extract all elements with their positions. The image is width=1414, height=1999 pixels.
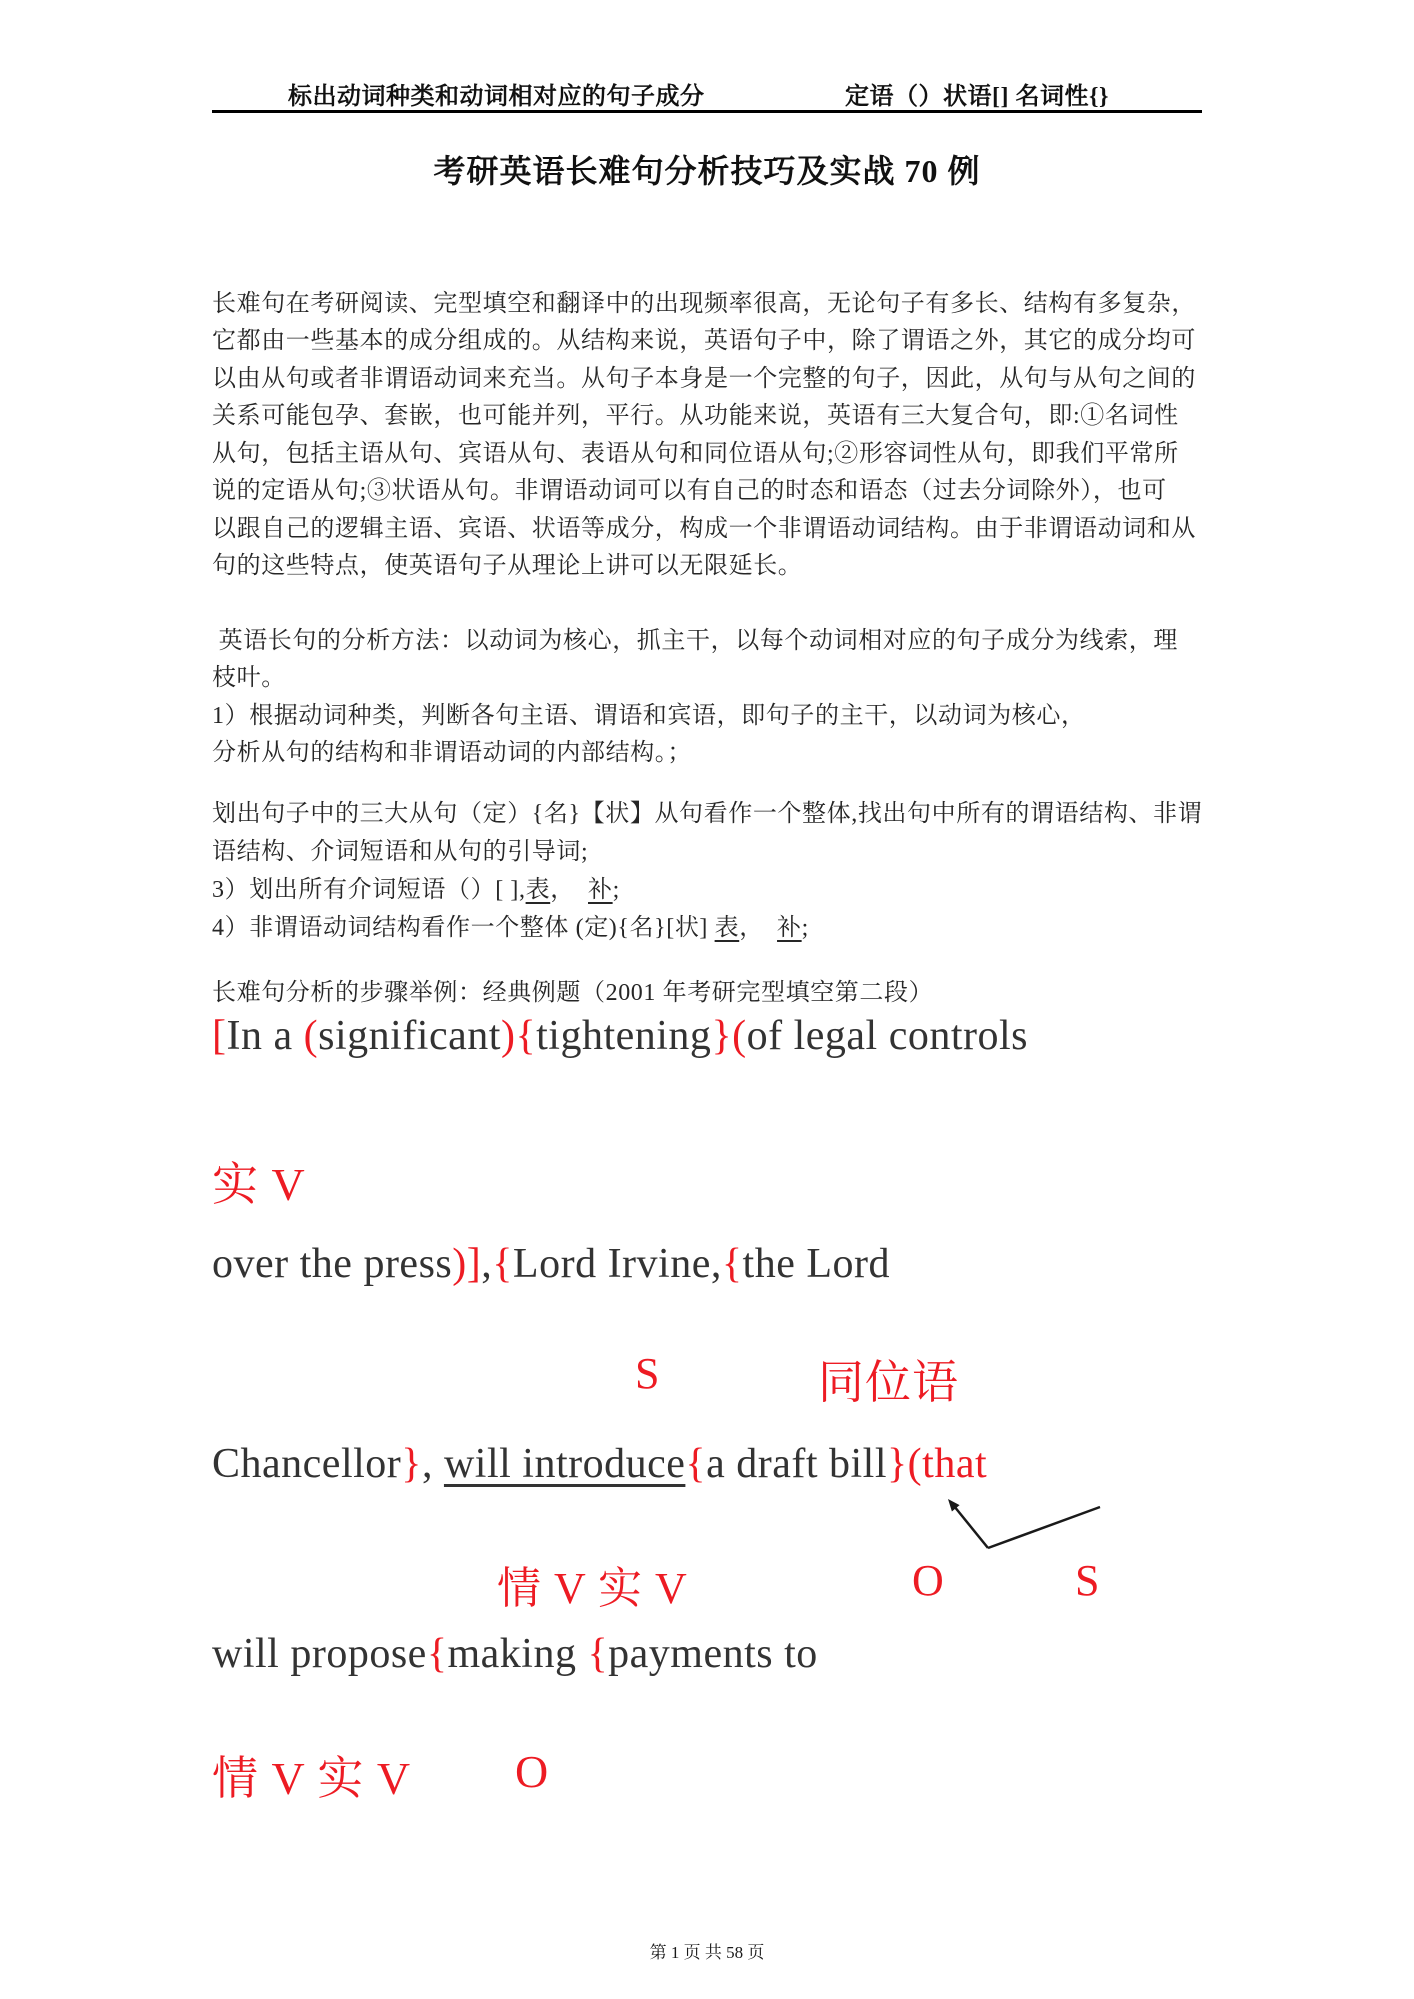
annotation-real-verb: 实 V (212, 1159, 306, 1210)
paragraph-line: 划出句子中的三大从句（定）{名}【状】从句看作一个整体,找出句中所有的谓语结构、非谓 (212, 801, 1203, 827)
sentence-line: over the press)],{Lord Irvine,{the Lord (212, 1241, 890, 1287)
paragraph-line: 从句，包括主语从句、宾语从句、表语从句和同位语从句;②形容词性从句，即我们平常所 (212, 441, 1179, 467)
paragraph-line: 句的这些特点，使英语句子从理论上讲可以无限延长。 (212, 553, 803, 579)
paragraph-line: 3）划出所有介词短语（）[ ],表， 补; (212, 877, 620, 903)
annotation-object: O (912, 1556, 945, 1605)
sentence-line: [In a (significant){tightening}(of legal controls (212, 1013, 1029, 1059)
annotation-modal-real-verb: 情 V 实 V (497, 1564, 688, 1613)
paragraph-line: 关系可能包孕、套嵌，也可能并列，平行。从功能来说，英语有三大复合句，即:①名词性 (212, 403, 1179, 429)
sentence-line: will propose{making {payments to (212, 1631, 818, 1677)
paragraph-line: 长难句在考研阅读、完型填空和翻译中的出现频率很高，无论句子有多长、结构有多复杂， (212, 291, 1196, 317)
sentence-line: Chancellor}, will introduce{a draft bill}(that (212, 1441, 988, 1487)
page-title: 考研英语长难句分析技巧及实战 70 例 (433, 153, 981, 189)
paragraph-line: 英语长句的分析方法：以动词为核心，抓主干，以每个动词相对应的句子成分为线索，理 (212, 628, 1178, 654)
annotation-apposition: 同位语 (818, 1357, 959, 1408)
annotation-modal-real-verb: 情 V 实 V (212, 1753, 412, 1804)
annotation-subject: S (635, 1349, 661, 1398)
paragraph-line: 枝叶。 (212, 665, 286, 691)
header-left-label: 标出动词种类和动词相对应的句子成分 (288, 84, 705, 110)
paragraph-line: 语结构、介词短语和从句的引导词; (212, 839, 589, 865)
paragraph-line: 说的定语从句;③状语从句。非谓语动词可以有自己的时态和语态（过去分词除外），也可 (212, 478, 1167, 504)
page-number: 第 1 页 共 58 页 (649, 1943, 765, 1962)
header-right-label: 定语（）状语[] 名词性{} (845, 84, 1109, 110)
paragraph-line: 它都由一些基本的成分组成的。从结构来说，英语句子中，除了谓语之外，其它的成分均可 (212, 328, 1196, 354)
header-divider (212, 110, 1202, 113)
paragraph-line: 分析从句的结构和非谓语动词的内部结构。； (212, 740, 692, 766)
annotation-arrow (938, 1492, 1113, 1554)
annotation-subject: S (1075, 1556, 1101, 1605)
paragraph-line: 4）非谓语动词结构看作一个整体 (定){名}[状] 表， 补; (212, 915, 809, 941)
example-intro-line: 长难句分析的步骤举例：经典例题（2001 年考研完型填空第二段） (212, 980, 934, 1006)
paragraph-line: 以跟自己的逻辑主语、宾语、状语等成分，构成一个非谓语动词结构。由于非谓语动词和从 (212, 516, 1196, 542)
annotation-object: O (515, 1746, 550, 1797)
paragraph-line: 以由从句或者非谓语动词来充当。从句子本身是一个完整的句子，因此，从句与从句之间的 (212, 366, 1196, 392)
paragraph-line: 1）根据动词种类，判断各句主语、谓语和宾语，即句子的主干，以动词为核心， (212, 703, 1086, 729)
